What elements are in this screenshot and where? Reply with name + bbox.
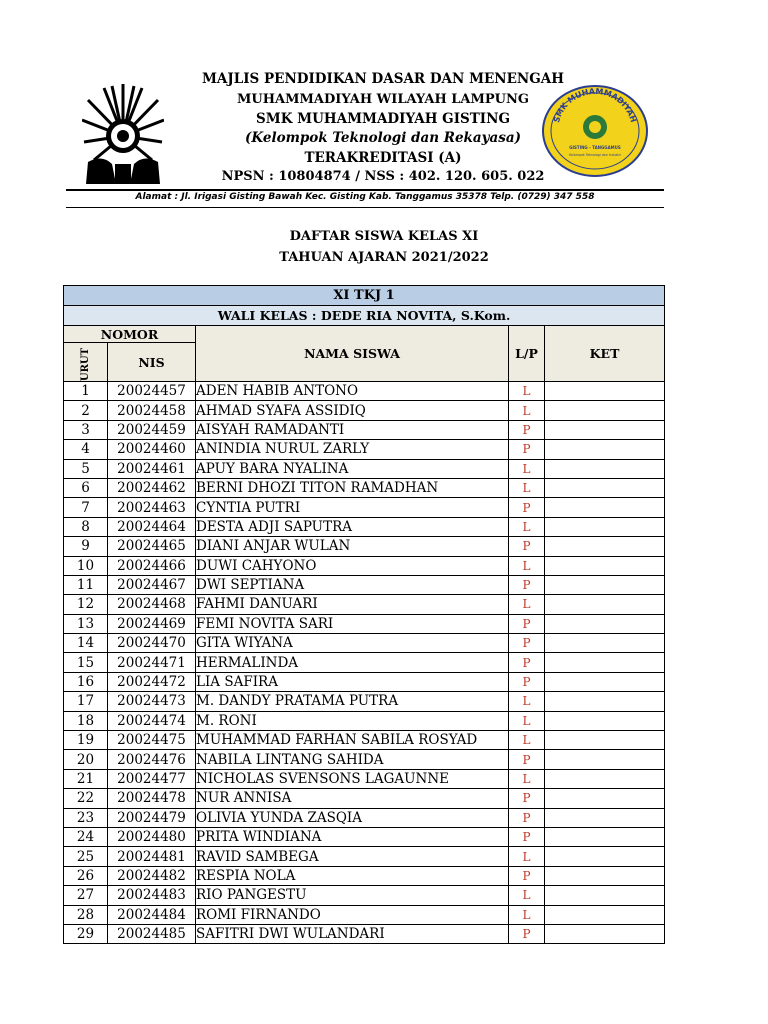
row-gender: L <box>509 595 545 614</box>
row-nis: 20024475 <box>108 731 196 750</box>
row-number: 21 <box>64 769 108 788</box>
table-row <box>64 672 665 691</box>
table-row <box>64 537 665 556</box>
row-gender: L <box>509 886 545 905</box>
row-gender: P <box>509 672 545 691</box>
row-nis: 20024466 <box>108 556 196 575</box>
row-name: AISYAH RAMADANTI <box>196 420 509 439</box>
row-number: 20 <box>64 750 108 769</box>
row-number: 25 <box>64 847 108 866</box>
row-nis: 20024480 <box>108 827 196 846</box>
table-row <box>64 575 665 594</box>
row-name: ROMI FIRNANDO <box>196 905 509 924</box>
row-number: 1 <box>64 382 108 401</box>
row-name: M. DANDY PRATAMA PUTRA <box>196 692 509 711</box>
row-note <box>545 886 665 905</box>
row-name: AHMAD SYAFA ASSIDIQ <box>196 401 509 420</box>
row-gender: P <box>509 653 545 672</box>
row-number: 5 <box>64 459 108 478</box>
row-note <box>545 634 665 653</box>
row-note <box>545 478 665 497</box>
row-name: BERNI DHOZI TITON RAMADHAN <box>196 478 509 497</box>
row-number: 11 <box>64 575 108 594</box>
row-nis: 20024465 <box>108 537 196 556</box>
row-name: RESPIA NOLA <box>196 866 509 885</box>
letterhead-rule-top <box>66 189 664 191</box>
row-nis: 20024464 <box>108 517 196 536</box>
header-urut: URUT <box>79 347 91 381</box>
school-address: Alamat : Jl. Irigasi Gisting Bawah Kec. Gisting Kab. Tanggamus 35378 Telp. (0729) 347 558 <box>135 192 595 202</box>
table-row <box>64 517 665 536</box>
homeroom-teacher: WALI KELAS : DEDE RIA NOVITA, S.Kom. <box>64 306 665 326</box>
row-gender: L <box>509 769 545 788</box>
row-number: 4 <box>64 440 108 459</box>
row-nis: 20024477 <box>108 769 196 788</box>
row-nis: 20024473 <box>108 692 196 711</box>
row-nis: 20024463 <box>108 498 196 517</box>
row-name: GITA WIYANA <box>196 634 509 653</box>
row-number: 3 <box>64 420 108 439</box>
row-gender: L <box>509 905 545 924</box>
row-note <box>545 595 665 614</box>
school-group: (Kelompok Teknologi dan Rekayasa) <box>245 130 521 146</box>
table-row <box>64 808 665 827</box>
row-gender: L <box>509 517 545 536</box>
row-note <box>545 711 665 730</box>
row-nis: 20024459 <box>108 420 196 439</box>
row-note <box>545 537 665 556</box>
table-row <box>64 827 665 846</box>
table-row <box>64 886 665 905</box>
row-number: 17 <box>64 692 108 711</box>
row-nis: 20024476 <box>108 750 196 769</box>
table-row <box>64 498 665 517</box>
row-gender: P <box>509 924 545 943</box>
row-note <box>545 440 665 459</box>
row-name: LIA SAFIRA <box>196 672 509 691</box>
row-name: M. RONI <box>196 711 509 730</box>
row-number: 29 <box>64 924 108 943</box>
student-roster-table <box>63 285 665 944</box>
row-number: 8 <box>64 517 108 536</box>
row-note <box>545 517 665 536</box>
row-gender: L <box>509 692 545 711</box>
row-note <box>545 672 665 691</box>
row-name: RAVID SAMBEGA <box>196 847 509 866</box>
row-number: 16 <box>64 672 108 691</box>
seal-text-bottom: GISTING - TANGGAMUS <box>569 145 621 150</box>
row-number: 12 <box>64 595 108 614</box>
row-number: 2 <box>64 401 108 420</box>
row-gender: P <box>509 634 545 653</box>
document-title: DAFTAR SISWA KELAS XI <box>289 229 479 244</box>
school-seal-logo <box>542 85 648 177</box>
row-name: SAFITRI DWI WULANDARI <box>196 924 509 943</box>
letterhead-line1: MAJLIS PENDIDIKAN DASAR DAN MENENGAH <box>201 71 565 87</box>
school-name: SMK MUHAMMADIYAH GISTING <box>256 111 510 127</box>
table-row <box>64 789 665 808</box>
row-gender: L <box>509 847 545 866</box>
row-gender: L <box>509 459 545 478</box>
row-name: MUHAMMAD FARHAN SABILA ROSYAD <box>196 731 509 750</box>
row-number: 23 <box>64 808 108 827</box>
row-nis: 20024467 <box>108 575 196 594</box>
table-row <box>64 750 665 769</box>
letterhead-rule-bottom <box>66 207 664 208</box>
row-nis: 20024482 <box>108 866 196 885</box>
row-nis: 20024485 <box>108 924 196 943</box>
table-row <box>64 459 665 478</box>
row-gender: P <box>509 827 545 846</box>
row-nis: 20024472 <box>108 672 196 691</box>
row-number: 15 <box>64 653 108 672</box>
row-name: HERMALINDA <box>196 653 509 672</box>
table-row <box>64 634 665 653</box>
row-number: 24 <box>64 827 108 846</box>
row-nis: 20024474 <box>108 711 196 730</box>
header-nomor: NOMOR <box>64 326 196 343</box>
table-row <box>64 711 665 730</box>
row-nis: 20024458 <box>108 401 196 420</box>
row-number: 22 <box>64 789 108 808</box>
row-number: 19 <box>64 731 108 750</box>
row-gender: L <box>509 478 545 497</box>
muhammadiyah-sun-logo <box>82 80 164 188</box>
row-nis: 20024471 <box>108 653 196 672</box>
table-row <box>64 692 665 711</box>
table-row <box>64 847 665 866</box>
row-name: FAHMI DANUARI <box>196 595 509 614</box>
row-nis: 20024470 <box>108 634 196 653</box>
row-gender: P <box>509 789 545 808</box>
header-nis: NIS <box>108 343 196 382</box>
row-note <box>545 769 665 788</box>
row-gender: P <box>509 498 545 517</box>
row-number: 6 <box>64 478 108 497</box>
table-row <box>64 866 665 885</box>
letterhead-line2: MUHAMMADIYAH WILAYAH LAMPUNG <box>237 92 529 107</box>
row-note <box>545 692 665 711</box>
row-note <box>545 420 665 439</box>
row-nis: 20024479 <box>108 808 196 827</box>
row-name: APUY BARA NYALINA <box>196 459 509 478</box>
row-nis: 20024478 <box>108 789 196 808</box>
row-note <box>545 750 665 769</box>
row-note <box>545 924 665 943</box>
row-nis: 20024462 <box>108 478 196 497</box>
row-note <box>545 401 665 420</box>
header-urut-cell <box>64 343 108 382</box>
row-nis: 20024457 <box>108 382 196 401</box>
row-number: 10 <box>64 556 108 575</box>
row-note <box>545 847 665 866</box>
row-note <box>545 808 665 827</box>
row-name: OLIVIA YUNDA ZASQIA <box>196 808 509 827</box>
table-row <box>64 401 665 420</box>
row-number: 18 <box>64 711 108 730</box>
row-gender: P <box>509 575 545 594</box>
row-gender: L <box>509 401 545 420</box>
table-row <box>64 595 665 614</box>
row-nis: 20024481 <box>108 847 196 866</box>
table-row <box>64 440 665 459</box>
row-number: 26 <box>64 866 108 885</box>
row-number: 9 <box>64 537 108 556</box>
row-note <box>545 653 665 672</box>
class-name: XI TKJ 1 <box>64 286 665 306</box>
row-note <box>545 905 665 924</box>
table-row <box>64 905 665 924</box>
table-row <box>64 382 665 401</box>
row-name: DWI SEPTIANA <box>196 575 509 594</box>
table-row <box>64 924 665 943</box>
row-note <box>545 866 665 885</box>
row-name: FEMI NOVITA SARI <box>196 614 509 633</box>
row-name: DUWI CAHYONO <box>196 556 509 575</box>
row-name: PRITA WINDIANA <box>196 827 509 846</box>
row-gender: P <box>509 614 545 633</box>
seal-text-top: SMK MUHAMMADIYAH <box>552 86 638 124</box>
row-name: NABILA LINTANG SAHIDA <box>196 750 509 769</box>
row-note <box>545 789 665 808</box>
table-row <box>64 731 665 750</box>
seal-text-small: Kelompok Teknologi dan Industri <box>569 153 621 157</box>
row-nis: 20024468 <box>108 595 196 614</box>
header-nama: NAMA SISWA <box>196 326 509 382</box>
row-gender: P <box>509 866 545 885</box>
row-gender: P <box>509 808 545 827</box>
header-ket: KET <box>545 326 665 382</box>
row-note <box>545 459 665 478</box>
table-row <box>64 478 665 497</box>
table-row <box>64 653 665 672</box>
row-note <box>545 827 665 846</box>
table-row <box>64 420 665 439</box>
row-name: DIANI ANJAR WULAN <box>196 537 509 556</box>
letterhead <box>0 0 768 215</box>
row-note <box>545 731 665 750</box>
row-number: 14 <box>64 634 108 653</box>
school-ids: NPSN : 10804874 / NSS : 402. 120. 605. 022 <box>221 169 545 184</box>
row-gender: P <box>509 420 545 439</box>
accreditation: TERAKREDITASI (A) <box>304 150 462 166</box>
row-gender: L <box>509 556 545 575</box>
table-row <box>64 614 665 633</box>
row-nis: 20024460 <box>108 440 196 459</box>
row-gender: P <box>509 537 545 556</box>
row-note <box>545 614 665 633</box>
row-gender: P <box>509 440 545 459</box>
row-name: NUR ANNISA <box>196 789 509 808</box>
row-gender: L <box>509 711 545 730</box>
row-note <box>545 382 665 401</box>
row-name: RIO PANGESTU <box>196 886 509 905</box>
header-lp: L/P <box>509 326 545 382</box>
row-gender: L <box>509 731 545 750</box>
row-nis: 20024483 <box>108 886 196 905</box>
table-row <box>64 769 665 788</box>
row-note <box>545 556 665 575</box>
row-name: DESTA ADJI SAPUTRA <box>196 517 509 536</box>
row-number: 27 <box>64 886 108 905</box>
row-nis: 20024461 <box>108 459 196 478</box>
row-number: 7 <box>64 498 108 517</box>
row-name: CYNTIA PUTRI <box>196 498 509 517</box>
row-nis: 20024484 <box>108 905 196 924</box>
row-number: 13 <box>64 614 108 633</box>
row-gender: L <box>509 382 545 401</box>
row-gender: P <box>509 750 545 769</box>
row-note <box>545 575 665 594</box>
row-name: ANINDIA NURUL ZARLY <box>196 440 509 459</box>
academic-year: TAHUAN AJARAN 2021/2022 <box>279 250 489 265</box>
row-name: NICHOLAS SVENSONS LAGAUNNE <box>196 769 509 788</box>
row-nis: 20024469 <box>108 614 196 633</box>
table-row <box>64 556 665 575</box>
row-note <box>545 498 665 517</box>
row-number: 28 <box>64 905 108 924</box>
row-name: ADEN HABIB ANTONO <box>196 382 509 401</box>
